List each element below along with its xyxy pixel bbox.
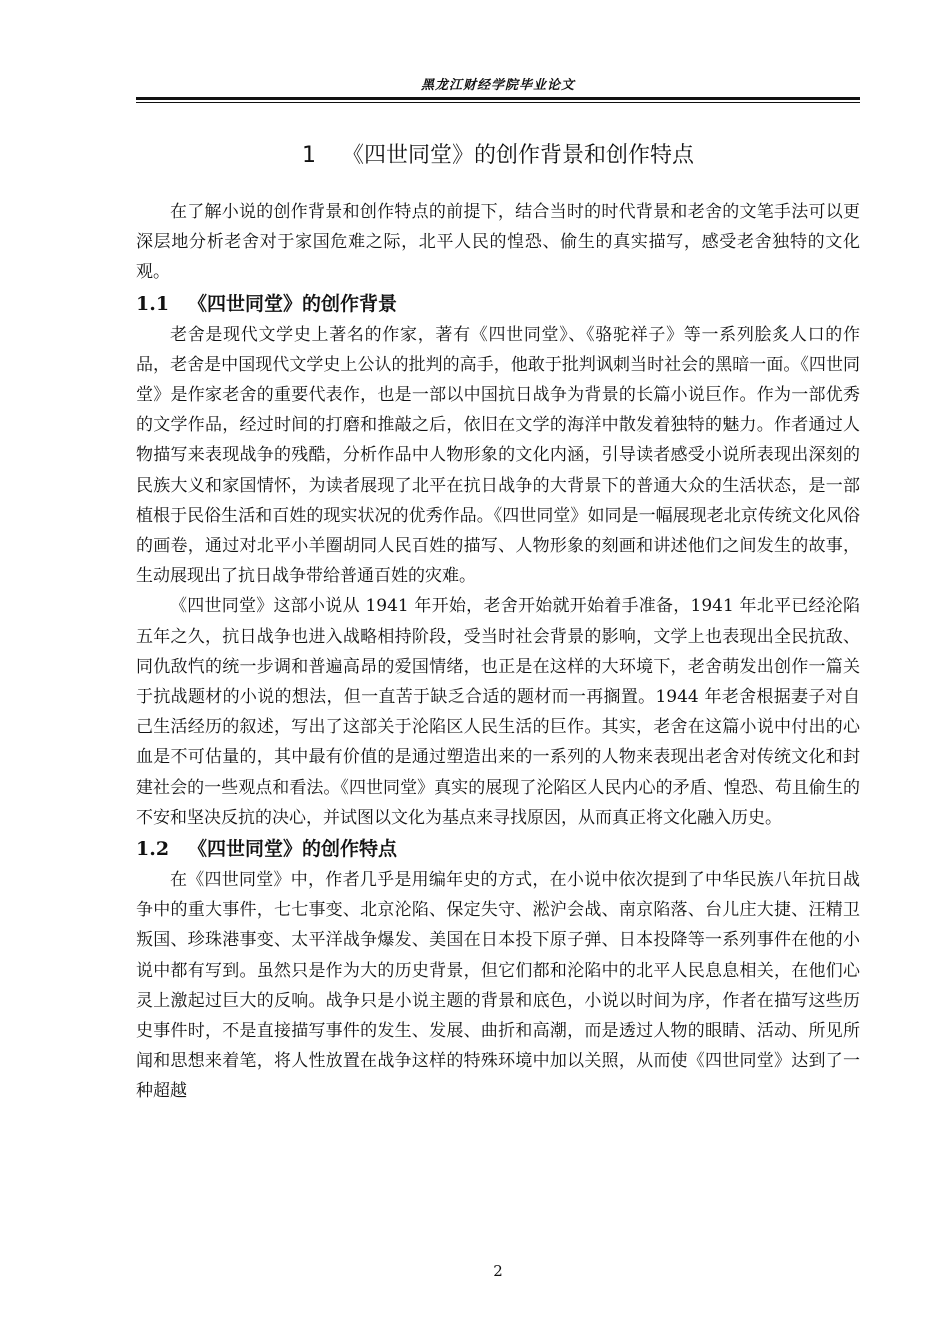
running-header: 黑龙江财经学院毕业论文 <box>420 78 575 93</box>
chapter-title: 《四世同堂》的创作背景和创作特点 <box>341 143 694 168</box>
chapter-number: 1 <box>301 143 316 168</box>
body-content <box>136 197 860 1107</box>
section-heading-1-1 <box>136 288 860 320</box>
section-title: 《四世同堂》的创作背景 <box>188 292 398 315</box>
header-rule-thin <box>136 102 860 103</box>
header-rule-thick <box>136 97 860 100</box>
section-heading-1-2 <box>136 833 860 865</box>
intro-paragraph: 在了解小说的创作背景和创作特点的前提下，结合当时的时代背景和老舍的文笔手法可以更深层地分析老舍对于家国危难之际，北平人民的惶恐、偷生的真实描写，感受老舍独特的文化观。 <box>136 202 860 283</box>
body-paragraph: 老舍是现代文学史上著名的作家，著有《四世同堂》、《骆驼祥子》等一系列脍炙人口的作品，老舍是中国现代文学史上公认的批判的高手，他敢于批判讽刺当时社会的黑暗一面。《四世同堂》是作家老舍的重要代表作，也是一部以中国抗日战争为背景的长篇小说巨作。作为一部优秀的文学作品，经过时间的打磨和推敲之后，依旧在文学的海洋中散发着独特的魅力。作者通过人物描写来表现战争的残酷，分析作品中人物形象的文化内涵，引导读者感受小说所表现出深刻的民族大义和家国情怀，为读者展现了北平在抗日战争的大背景下的普通大众的生活状态，是一部植根于民俗生活和百姓的现实状况的优秀作品。《四世同堂》如同是一幅展现老北京传统文化风俗的画卷，通过对北平小羊圈胡同人民百姓的描写、人物形象的刻画和讲述他们之间发生的故事，生动展现出了抗日战争带给普通百姓的灾难。 <box>136 324 860 587</box>
body-paragraph: 《四世同堂》这部小说从 1941 年开始，老舍开始就开始着手准备，1941 年北平已经沦陷五年之久，抗日战争也进入战略相持阶段，受当时社会背景的影响，文学上也表现出全民抗敌、同仇敌忾的统一步调和普遍高昂的爱国情绪，也正是在这样的大环境下，老舍萌发出创作一篇关于抗战题材的小说的想法，但一直苦于缺乏合适的题材而一再搁置。1944 年老舍根据妻子对自己生活经历的叙述，写出了这部关于沦陷区人民生活的巨作。其实，老舍在这篇小说中付出的心血是不可估量的，其中最有价值的是通过塑造出来的一系列的人物来表现出老舍对传统文化和封建社会的一些观点和看法。《四世同堂》真实的展现了沦陷区人民内心的矛盾、惶恐、苟且偷生的不安和坚决反抗的决心，并试图以文化为基点来寻找原因，从而真正将文化融入历史。 <box>136 596 860 828</box>
body-paragraph: 在《四世同堂》中，作者几乎是用编年史的方式，在小说中依次提到了中华民族八年抗日战争中的重大事件，七七事变、北京沦陷、保定失守、淞沪会战、南京陷落、台儿庄大捷、汪精卫叛国、珍珠港事变、太平洋战争爆发、美国在日本投下原子弹、日本投降等一系列事件在他的小说中都有写到。虽然只是作为大的历史背景，但它们都和沦陷中的北平人民息息相关，在他们心灵上激起过巨大的反响。战争只是小说主题的背景和底色，小说以时间为序，作者在描写这些历史事件时，不是直接描写事件的发生、发展、曲折和高潮，而是透过人物的眼睛、活动、所见所闻和思想来着笔，将人性放置在战争这样的特殊环境中加以关照，从而使《四世同堂》达到了一种超越 <box>136 870 860 1102</box>
section-number: 1.2 <box>136 838 170 861</box>
chapter-heading <box>136 140 860 172</box>
section-title: 《四世同堂》的创作特点 <box>188 838 398 861</box>
section-number: 1.1 <box>136 292 170 315</box>
page-number: 2 <box>493 1262 503 1280</box>
